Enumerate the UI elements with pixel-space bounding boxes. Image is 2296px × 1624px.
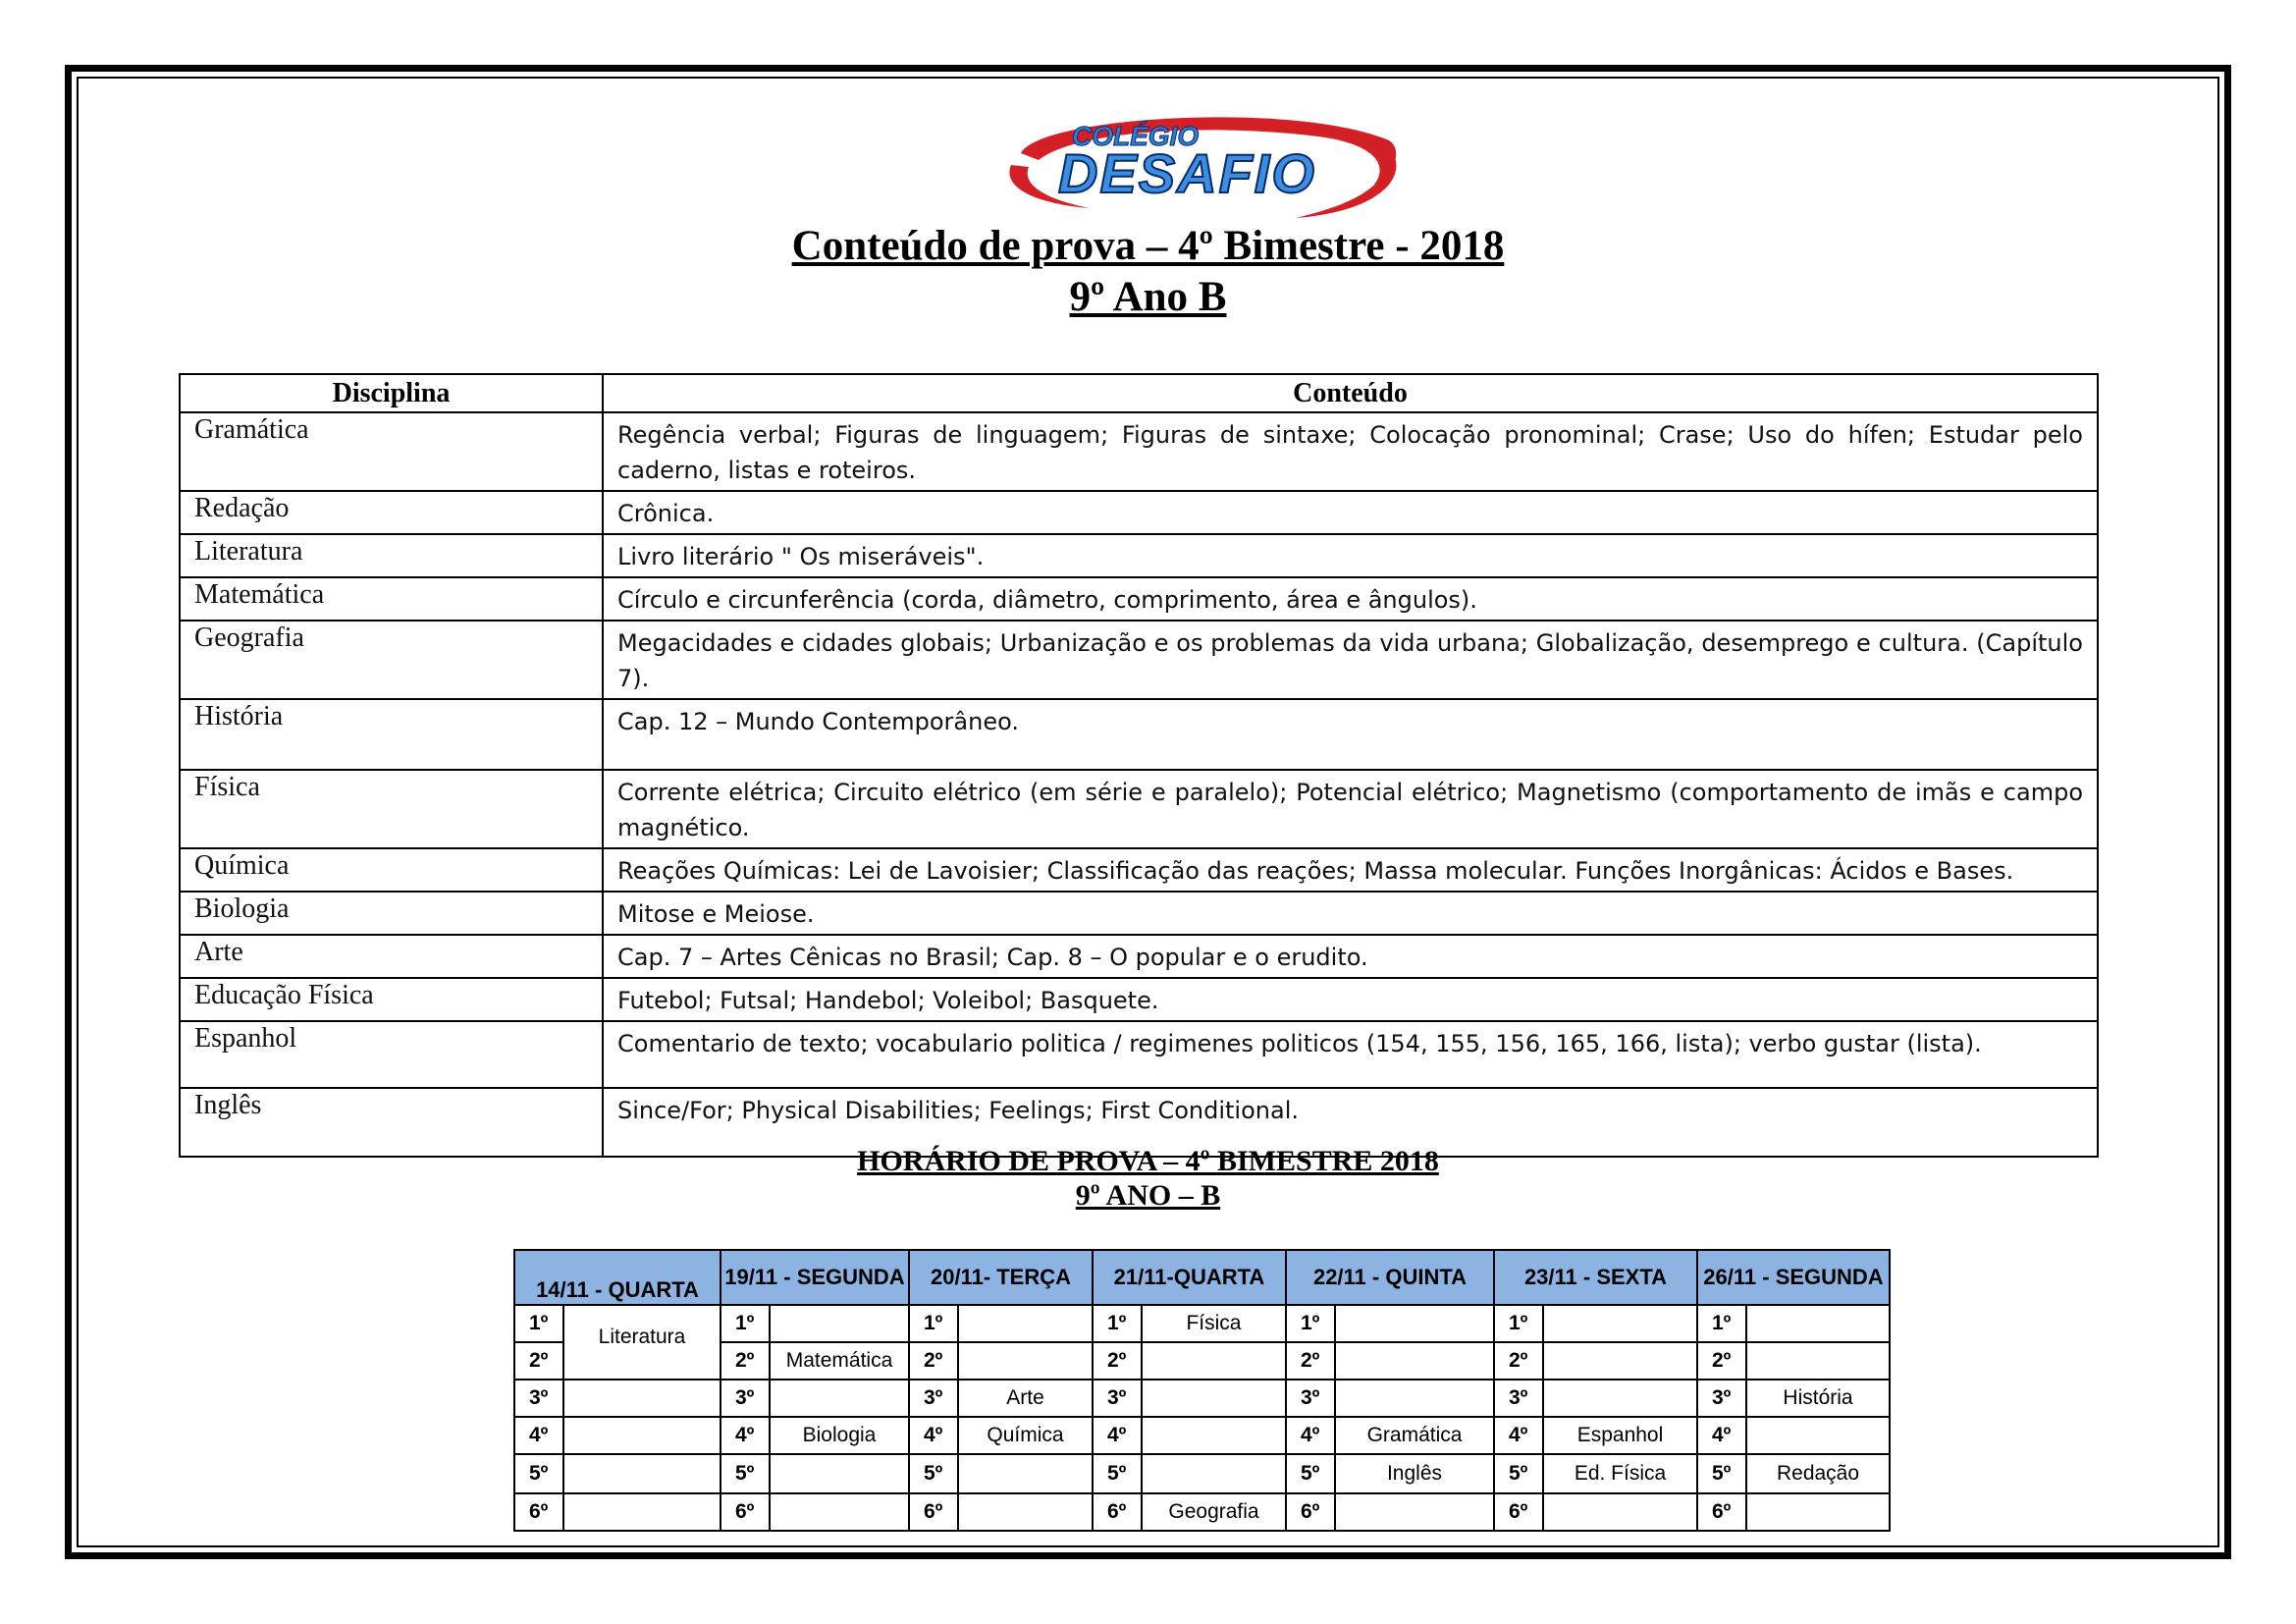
- subject-slot: Arte: [958, 1380, 1093, 1417]
- period-cell: 3º: [1697, 1380, 1746, 1417]
- subject-cell: Arte: [180, 935, 603, 978]
- logo-line2: DESAFIO: [1058, 142, 1316, 204]
- period-cell: 3º: [1093, 1380, 1142, 1417]
- period-cell: 1º: [1286, 1305, 1335, 1342]
- school-logo: [1001, 106, 1404, 220]
- subject-cell: Química: [180, 848, 603, 892]
- period-cell: 4º: [1286, 1417, 1335, 1454]
- table-row: [180, 621, 2098, 699]
- subject-slot: [1142, 1342, 1286, 1380]
- table-row: [180, 848, 2098, 892]
- content-cell: Mitose e Meiose.: [603, 892, 2098, 935]
- content-cell: Megacidades e cidades globais; Urbanização e os problemas da vida urbana; Globalização, desemprego e cultura. (Capítulo 7).: [603, 621, 2098, 699]
- schedule-row: [514, 1342, 1890, 1380]
- subject-slot: [958, 1305, 1093, 1342]
- content-cell: Reações Químicas: Lei de Lavoisier; Classificação das reações; Massa molecular. Funções Inorgânicas: Ácidos e Bases.: [603, 848, 2098, 892]
- subject-slot: [563, 1380, 721, 1417]
- subject-slot: Redação: [1746, 1454, 1890, 1493]
- header-disciplina: Disciplina: [180, 374, 603, 412]
- subject-slot: Química: [958, 1417, 1093, 1454]
- schedule-row: [514, 1305, 1890, 1342]
- table-row: [180, 935, 2098, 978]
- subject-slot: Ed. Física: [1543, 1454, 1697, 1493]
- period-cell: 2º: [909, 1342, 958, 1380]
- day-header: 19/11 - SEGUNDA: [721, 1250, 909, 1305]
- period-cell: 4º: [1697, 1417, 1746, 1454]
- subject-slot: [1543, 1342, 1697, 1380]
- content-cell: Corrente elétrica; Circuito elétrico (em série e paralelo); Potencial elétrico; Magnetismo (comportamento de imãs e campo magnético.: [603, 770, 2098, 848]
- subject-slot: Biologia: [770, 1417, 909, 1454]
- subject-slot: Espanhol: [1543, 1417, 1697, 1454]
- period-cell: 4º: [1494, 1417, 1543, 1454]
- period-cell: 5º: [721, 1454, 770, 1493]
- period-cell: 2º: [514, 1342, 563, 1380]
- period-cell: 5º: [1093, 1454, 1142, 1493]
- class-subtitle: 9º Ano B: [1069, 274, 1227, 320]
- subject-slot: [563, 1493, 721, 1531]
- subject-slot: [1142, 1454, 1286, 1493]
- subject-slot: [1335, 1380, 1494, 1417]
- period-cell: 4º: [1093, 1417, 1142, 1454]
- period-cell: 1º: [1093, 1305, 1142, 1342]
- subject-cell: Redação: [180, 491, 603, 534]
- period-cell: 6º: [1286, 1493, 1335, 1531]
- content-table: [179, 373, 2099, 1158]
- header-conteudo: Conteúdo: [603, 374, 2098, 412]
- period-cell: 2º: [1494, 1342, 1543, 1380]
- subject-cell: Física: [180, 770, 603, 848]
- subject-slot: [1142, 1380, 1286, 1417]
- period-cell: 1º: [1697, 1305, 1746, 1342]
- subject-cell: Espanhol: [180, 1021, 603, 1088]
- schedule-title: HORÁRIO DE PROVA – 4º BIMESTRE 2018: [857, 1145, 1439, 1177]
- subject-slot: Gramática: [1335, 1417, 1494, 1454]
- subject-slot: [1746, 1342, 1890, 1380]
- page-title: Conteúdo de prova – 4º Bimestre - 2018: [791, 223, 1505, 269]
- schedule-row: [514, 1493, 1890, 1531]
- period-cell: 2º: [1697, 1342, 1746, 1380]
- content-cell: Cap. 12 – Mundo Contemporâneo.: [603, 699, 2098, 770]
- period-cell: 5º: [1697, 1454, 1746, 1493]
- schedule-row: [514, 1417, 1890, 1454]
- period-cell: 1º: [721, 1305, 770, 1342]
- content-cell: Comentario de texto; vocabulario politica / regimenes politicos (154, 155, 156, 165, 166, lista); verbo gustar (lista).: [603, 1021, 2098, 1088]
- table-row: [180, 577, 2098, 621]
- subject-cell: Literatura: [180, 534, 603, 577]
- subject-cell: Biologia: [180, 892, 603, 935]
- subject-slot: [1746, 1305, 1890, 1342]
- subject-cell: Matemática: [180, 577, 603, 621]
- table-row: [180, 699, 2098, 770]
- period-cell: 3º: [1494, 1380, 1543, 1417]
- day-header: 26/11 - SEGUNDA: [1697, 1250, 1890, 1305]
- period-cell: 3º: [909, 1380, 958, 1417]
- subject-slot: [958, 1454, 1093, 1493]
- period-cell: 6º: [1093, 1493, 1142, 1531]
- table-row: [180, 978, 2098, 1021]
- period-cell: 2º: [1093, 1342, 1142, 1380]
- day-header: 23/11 - SEXTA: [1494, 1250, 1697, 1305]
- subject-slot: Literatura: [563, 1305, 721, 1380]
- period-cell: 6º: [909, 1493, 958, 1531]
- subject-slot: Matemática: [770, 1342, 909, 1380]
- content-cell: Círculo e circunferência (corda, diâmetro, comprimento, área e ângulos).: [603, 577, 2098, 621]
- period-cell: 2º: [721, 1342, 770, 1380]
- period-cell: 1º: [909, 1305, 958, 1342]
- table-row: [180, 892, 2098, 935]
- subject-slot: [1142, 1417, 1286, 1454]
- day-header: 22/11 - QUINTA: [1286, 1250, 1494, 1305]
- content-cell: Livro literário " Os miseráveis".: [603, 534, 2098, 577]
- period-cell: 5º: [909, 1454, 958, 1493]
- subject-slot: História: [1746, 1380, 1890, 1417]
- table-row: [180, 770, 2098, 848]
- subject-slot: [1335, 1342, 1494, 1380]
- day-header: 14/11 - QUARTA: [514, 1250, 721, 1305]
- table-row: [180, 1021, 2098, 1088]
- subject-slot: [1543, 1305, 1697, 1342]
- subject-cell: Geografia: [180, 621, 603, 699]
- period-cell: 6º: [514, 1493, 563, 1531]
- period-cell: 1º: [514, 1305, 563, 1342]
- subject-slot: [1746, 1493, 1890, 1531]
- subject-slot: [1746, 1417, 1890, 1454]
- schedule-table: [513, 1249, 1891, 1532]
- content-cell: Regência verbal; Figuras de linguagem; Figuras de sintaxe; Colocação pronominal; Crase; Uso do hífen; Estudar pelo caderno, listas e roteiros.: [603, 412, 2098, 491]
- period-cell: 2º: [1286, 1342, 1335, 1380]
- period-cell: 1º: [1494, 1305, 1543, 1342]
- period-cell: 4º: [721, 1417, 770, 1454]
- schedule-row: [514, 1380, 1890, 1417]
- period-cell: 5º: [514, 1454, 563, 1493]
- day-header: 21/11-QUARTA: [1093, 1250, 1286, 1305]
- subject-slot: Geografia: [1142, 1493, 1286, 1531]
- schedule-subtitle: 9º ANO – B: [1075, 1179, 1221, 1212]
- schedule-header-row: [514, 1250, 1890, 1305]
- subject-slot: Física: [1142, 1305, 1286, 1342]
- period-cell: 6º: [1697, 1493, 1746, 1531]
- subject-slot: [770, 1380, 909, 1417]
- period-cell: 5º: [1494, 1454, 1543, 1493]
- content-cell: Since/For; Physical Disabilities; Feelings; First Conditional.: [603, 1088, 2098, 1157]
- subject-cell: Gramática: [180, 412, 603, 491]
- logo-line1: COLÉGIO: [1072, 121, 1200, 151]
- subject-slot: Inglês: [1335, 1454, 1494, 1493]
- period-cell: 4º: [909, 1417, 958, 1454]
- subject-cell: Educação Física: [180, 978, 603, 1021]
- subject-slot: [563, 1417, 721, 1454]
- schedule-row: [514, 1454, 1890, 1493]
- subject-slot: [770, 1493, 909, 1531]
- table-row: [180, 491, 2098, 534]
- subject-slot: [1543, 1493, 1697, 1531]
- table-row: [180, 534, 2098, 577]
- period-cell: 5º: [1286, 1454, 1335, 1493]
- period-cell: 4º: [514, 1417, 563, 1454]
- subject-slot: [1543, 1380, 1697, 1417]
- content-cell: Crônica.: [603, 491, 2098, 534]
- subject-cell: História: [180, 699, 603, 770]
- content-cell: Futebol; Futsal; Handebol; Voleibol; Basquete.: [603, 978, 2098, 1021]
- subject-slot: [1335, 1493, 1494, 1531]
- period-cell: 3º: [721, 1380, 770, 1417]
- period-cell: 6º: [1494, 1493, 1543, 1531]
- subject-slot: [958, 1493, 1093, 1531]
- content-header-row: [180, 374, 2098, 412]
- table-row: [180, 412, 2098, 491]
- subject-slot: [958, 1342, 1093, 1380]
- subject-cell: Inglês: [180, 1088, 603, 1157]
- period-cell: 3º: [1286, 1380, 1335, 1417]
- day-header: 20/11- TERÇA: [909, 1250, 1093, 1305]
- period-cell: 6º: [721, 1493, 770, 1531]
- subject-slot: [770, 1454, 909, 1493]
- period-cell: 3º: [514, 1380, 563, 1417]
- subject-slot: [563, 1454, 721, 1493]
- subject-slot: [1335, 1305, 1494, 1342]
- subject-slot: [770, 1305, 909, 1342]
- content-cell: Cap. 7 – Artes Cênicas no Brasil; Cap. 8 – O popular e o erudito.: [603, 935, 2098, 978]
